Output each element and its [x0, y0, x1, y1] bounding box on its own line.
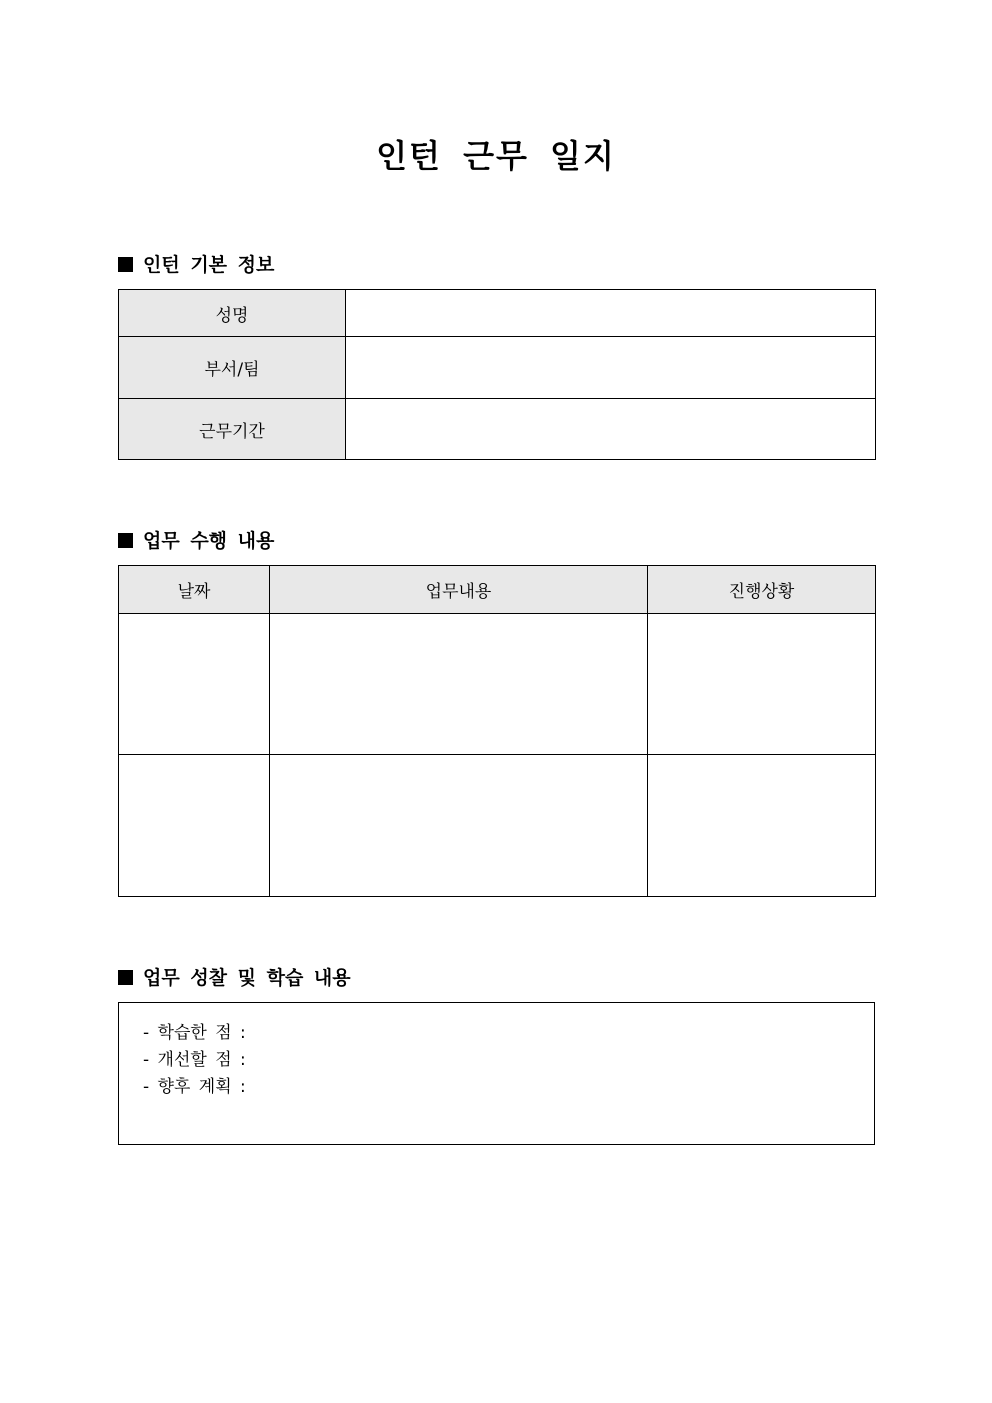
column-header-content: 업무내용 — [270, 566, 648, 614]
page-title: 인턴 근무 일지 — [376, 137, 616, 175]
column-header-date: 날짜 — [119, 566, 270, 614]
reflection-list — [119, 1003, 874, 1101]
name-field[interactable] — [346, 290, 876, 337]
reflection-item-plan: - 향후 계획 : — [143, 1077, 246, 1097]
section-heading-basic-info — [118, 252, 274, 278]
work-log-table — [118, 565, 876, 897]
section-heading-reflection — [118, 965, 351, 991]
department-label: 부서/팀 — [119, 337, 346, 399]
basic-info-table — [118, 289, 876, 460]
content-cell[interactable] — [270, 755, 648, 897]
table-row — [119, 399, 876, 460]
table-row — [119, 614, 876, 755]
section-heading-label: 인턴 기본 정보 — [143, 254, 275, 276]
date-cell[interactable] — [119, 614, 270, 755]
section-heading-work-log — [118, 528, 274, 554]
table-row — [119, 290, 876, 337]
reflection-box[interactable] — [118, 1002, 875, 1145]
date-cell[interactable] — [119, 755, 270, 897]
work-period-label: 근무기간 — [119, 399, 346, 460]
status-cell[interactable] — [648, 614, 876, 755]
reflection-item-learned: - 학습한 점 : — [143, 1023, 246, 1043]
table-row — [119, 337, 876, 399]
name-label: 성명 — [119, 290, 346, 337]
table-row — [119, 755, 876, 897]
department-field[interactable] — [346, 337, 876, 399]
square-bullet-icon — [118, 257, 133, 272]
status-cell[interactable] — [648, 755, 876, 897]
content-cell[interactable] — [270, 614, 648, 755]
section-heading-label: 업무 성찰 및 학습 내용 — [143, 967, 351, 989]
work-period-field[interactable] — [346, 399, 876, 460]
reflection-item-improve: - 개선할 점 : — [143, 1050, 246, 1070]
square-bullet-icon — [118, 970, 133, 985]
section-heading-label: 업무 수행 내용 — [143, 530, 275, 552]
table-header-row — [119, 566, 876, 614]
column-header-status: 진행상황 — [648, 566, 876, 614]
square-bullet-icon — [118, 533, 133, 548]
